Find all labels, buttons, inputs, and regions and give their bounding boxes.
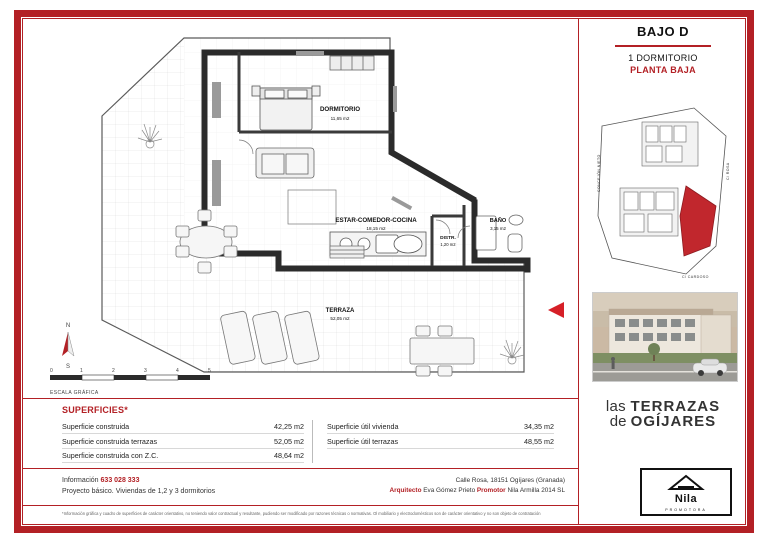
floor-plan-drawing	[24, 20, 576, 396]
horizontal-divider-top	[22, 398, 578, 399]
promoter-name: Nila Armilla 2014 SL	[507, 486, 565, 494]
promoter-label: Promotor	[476, 486, 506, 494]
unit-floor: PLANTA BAJA	[630, 65, 696, 75]
svg-text:S: S	[65, 364, 71, 370]
horizontal-divider-mid	[22, 468, 578, 469]
svg-text:DORMITORIO: DORMITORIO	[319, 106, 361, 113]
project-credits	[330, 476, 565, 496]
surfaces-table	[62, 420, 562, 463]
development-brand	[586, 398, 740, 430]
disclaimer-text: *Información gráfica y cuadro de superficies de carácter orientativo, no teniendo valor contractual y resultante, pudiendo ser modificado por razones técnicas o normativas. Ol mobiliario y electrodomésticos son de carácter orientativo y no son objeto de contratación	[62, 511, 541, 516]
svg-text:5: 5	[208, 368, 211, 374]
surface-value: 34,35 m2	[524, 422, 554, 432]
surface-value: 48,55 m2	[524, 436, 554, 446]
svg-text:C/ ROSA: C/ ROSA	[726, 162, 730, 180]
scale-label: ESCALA GRÁFICA	[50, 390, 99, 396]
surface-value: 42,25 m2	[274, 422, 304, 432]
surface-label: Superficie construida	[62, 422, 130, 432]
info-label: Información	[62, 477, 99, 484]
page-title: BAJO D	[636, 24, 690, 39]
brand-line-1-bold: TERRAZAS	[630, 398, 721, 415]
svg-text:2: 2	[112, 368, 115, 374]
surface-label: Superficie construida con Z.C.	[62, 450, 159, 460]
svg-text:N: N	[65, 323, 71, 329]
svg-text:3: 3	[144, 368, 147, 374]
promoter-logo-name: Nila	[674, 493, 698, 505]
svg-text:1,20 m2: 1,20 m2	[440, 242, 456, 247]
vertical-divider	[578, 18, 579, 525]
building-render-image	[592, 292, 738, 382]
table-row	[62, 449, 304, 463]
surfaces-column-left	[62, 420, 312, 463]
surface-label: Superficie útil terrazas	[327, 436, 399, 446]
graphic-scale	[50, 366, 240, 392]
surfaces-title: SUPERFICIES*	[62, 405, 128, 415]
svg-text:11,65 m2: 11,65 m2	[330, 116, 350, 121]
svg-text:18,15 m2: 18,15 m2	[366, 226, 386, 231]
table-row	[62, 434, 304, 448]
surface-label: Superficie construida terrazas	[62, 436, 158, 446]
unit-bedrooms: 1 DORMITORIO	[628, 53, 698, 63]
table-row	[327, 434, 554, 448]
horizontal-divider-bottom	[22, 505, 578, 506]
surface-value: 52,05 m2	[274, 436, 304, 446]
surfaces-column-right	[312, 420, 562, 463]
svg-text:CONCEJÓN NIETO: CONCEJÓN NIETO	[597, 154, 601, 192]
architect-name: Eva Gómez Prieto	[423, 486, 476, 494]
svg-text:DISTR.: DISTR.	[440, 236, 456, 241]
phone-number[interactable]: 633 028 333	[100, 477, 140, 484]
svg-text:3,15 m2: 3,15 m2	[490, 226, 506, 231]
svg-text:C/ CARDOSO: C/ CARDOSO	[682, 275, 709, 279]
contact-info	[62, 476, 215, 498]
table-row	[327, 420, 554, 434]
brand-line-2-bold: OGÍJARES	[630, 413, 717, 430]
table-row	[62, 420, 304, 434]
surface-label: Superficie útil vivienda	[327, 422, 399, 432]
brand-line-2-light: de	[609, 413, 631, 430]
surface-value: 48,64 m2	[274, 450, 304, 460]
brand-line-2	[586, 413, 740, 430]
promoter-logo	[640, 468, 732, 516]
promoter-logo-sub: PROMOTORA	[665, 508, 707, 512]
svg-text:1: 1	[80, 368, 83, 374]
key-plan	[590, 96, 736, 288]
brand-line-1-light: las	[605, 398, 631, 415]
architect-label: Arquitecto	[389, 486, 422, 494]
svg-text:TERRAZA: TERRAZA	[325, 308, 355, 314]
svg-text:BAÑO: BAÑO	[489, 218, 507, 224]
unit-header	[586, 24, 740, 75]
svg-text:4: 4	[176, 368, 179, 374]
project-address: Calle Rosa, 18151 Ogíjares (Granada)	[455, 477, 565, 484]
svg-text:52,05 m2: 52,05 m2	[330, 316, 350, 321]
svg-text:ESTAR-COMEDOR-COCINA: ESTAR-COMEDOR-COCINA	[335, 217, 417, 224]
project-note: Proyecto básico. Viviendas de 1,2 y 3 dormitorios	[62, 487, 216, 495]
svg-text:0: 0	[50, 368, 53, 374]
title-rule	[615, 45, 711, 47]
